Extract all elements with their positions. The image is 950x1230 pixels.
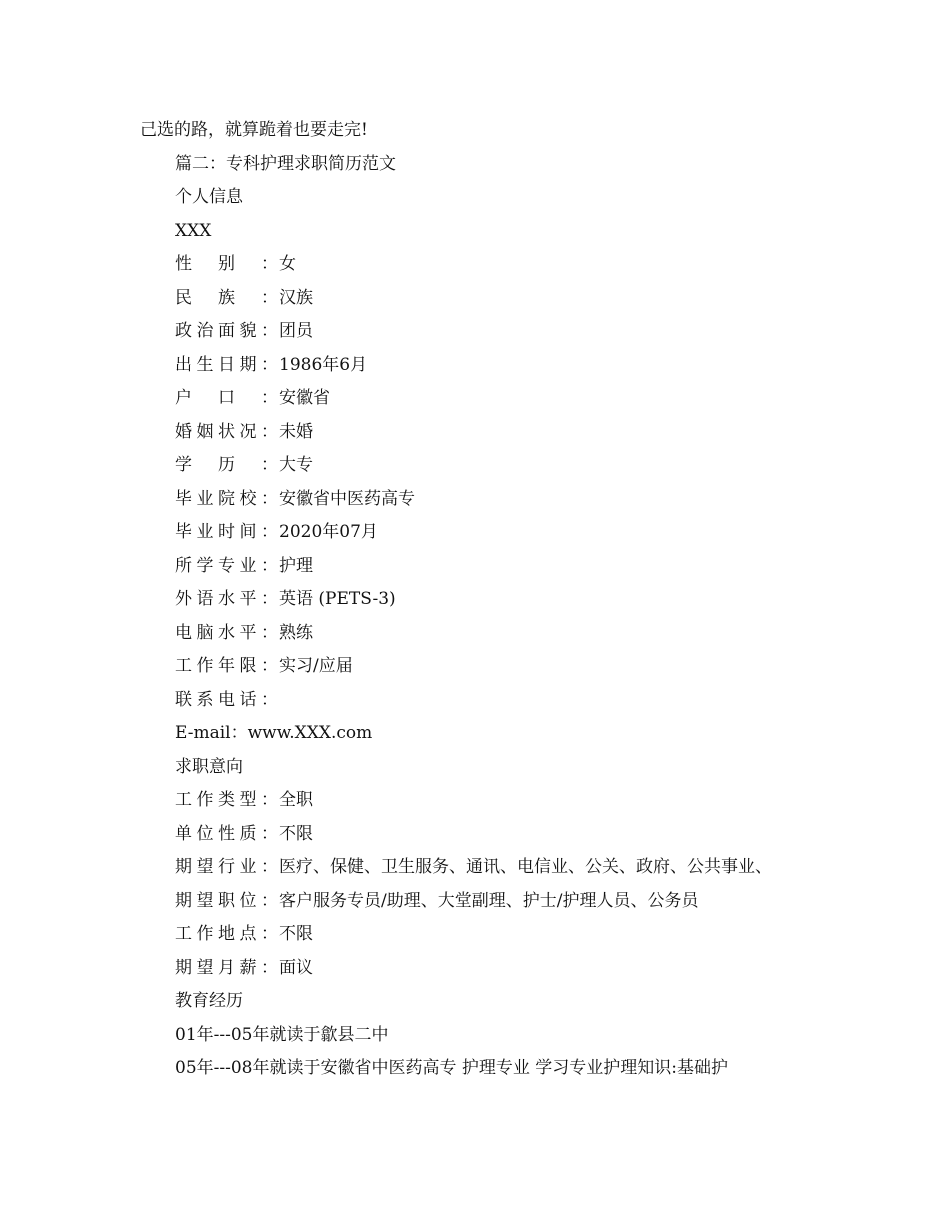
field-label: 期 望 月 薪 ：: [175, 958, 278, 978]
field-label: 联 系 电 话 ：: [175, 690, 278, 710]
section-title: 篇二：专科护理求职简历范文: [175, 154, 396, 174]
applicant-name: XXX: [175, 221, 212, 241]
field-value: 安徽省: [279, 388, 330, 408]
field-label: 电 脑 水 平 ：: [175, 623, 278, 643]
field-label: 工 作 类 型 ：: [175, 790, 278, 810]
field-label: 民 族 ：: [175, 288, 278, 308]
field-value: 汉族: [279, 288, 313, 308]
field-value: 未婚: [279, 422, 313, 442]
field-value: 熟练: [279, 623, 313, 643]
field-label: 学 历 ：: [175, 455, 278, 475]
field-label: 性 别 ：: [175, 254, 278, 274]
field-label: 工 作 地 点 ：: [175, 924, 278, 944]
field-label: 婚 姻 状 况 ：: [175, 422, 278, 442]
field-value: 不限: [279, 924, 313, 944]
field-label: 政 治 面 貌 ：: [175, 321, 278, 341]
field-value: 实习/应届: [279, 656, 353, 676]
education-entry: 01年---05年就读于歙县二中: [175, 1025, 389, 1045]
field-label: 工 作 年 限 ：: [175, 656, 278, 676]
field-label: 外 语 水 平 ：: [175, 589, 278, 609]
continuation-text: 己选的路，就算跪着也要走完!: [140, 120, 368, 140]
field-value: 客户服务专员/助理、大堂副理、护士/护理人员、公务员: [279, 891, 699, 911]
field-value: 面议: [279, 958, 313, 978]
field-value: 大专: [279, 455, 313, 475]
field-value: 医疗、保健、卫生服务、通讯、电信业、公关、政府、公共事业、: [279, 857, 772, 877]
field-value: 2020年07月: [279, 522, 378, 542]
education-entry: 05年---08年就读于安徽省中医药高专 护理专业 学习专业护理知识:基础护: [175, 1058, 729, 1078]
field-label: 单 位 性 质 ：: [175, 824, 278, 844]
field-value: 安徽省中医药高专: [279, 489, 415, 509]
field-label: 毕 业 时 间 ：: [175, 522, 278, 542]
job-intention-heading: 求职意向: [175, 757, 243, 777]
field-label: 期 望 行 业 ：: [175, 857, 278, 877]
field-label: 出 生 日 期 ：: [175, 355, 278, 375]
field-label: 所 学 专 业 ：: [175, 556, 278, 576]
field-value: 全职: [279, 790, 313, 810]
field-value: 英语 (PETS-3): [279, 589, 396, 609]
field-value: 不限: [279, 824, 313, 844]
email-line: E-mail：www.XXX.com: [175, 723, 373, 743]
education-heading: 教育经历: [175, 991, 243, 1011]
field-value: 女: [279, 254, 296, 274]
field-label: 期 望 职 位 ：: [175, 891, 278, 911]
field-label: 毕 业 院 校 ：: [175, 489, 278, 509]
field-value: 护理: [279, 556, 313, 576]
field-label: 户 口 ：: [175, 388, 278, 408]
personal-info-heading: 个人信息: [175, 187, 243, 207]
field-value: 团员: [279, 321, 313, 341]
field-value: 1986年6月: [279, 355, 368, 375]
